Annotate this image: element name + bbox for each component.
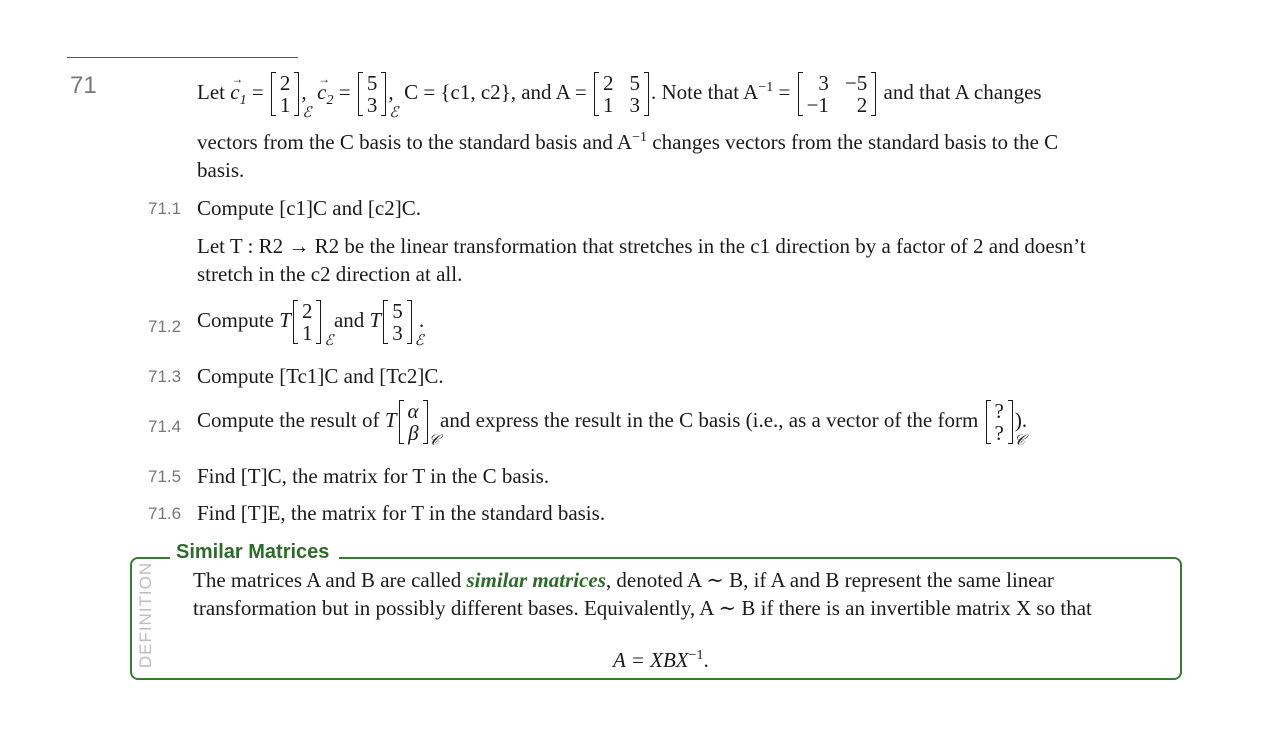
problem-number: 71: [70, 72, 97, 99]
problem-intro-line1: Let → $c_1$ = 2 1 ℰ , → $c_2$ = 5 3 ℰ , C = {c1, c2}, and A = 2 5 1 3 . Note that $A^{-1}$ = 3 −5 −1 2 and that A changes: [197, 72, 1197, 116]
transformation-line2: stretch in the c2 direction at all.: [197, 262, 463, 286]
part-number: 71.3: [148, 367, 182, 386]
let-word: Let: [197, 79, 225, 104]
vector-unknown: ? ? 𝒞: [986, 400, 1013, 444]
part-number: 71.6: [148, 504, 182, 523]
part-number: 71.5: [148, 467, 182, 486]
part-71-6-text: Find [T]E, the matrix for T in the standard basis.: [197, 501, 606, 525]
c1-vector: 2 1 ℰ: [271, 72, 300, 116]
part-number: 71.1: [148, 199, 182, 218]
matrix-a-inverse: 3 −5 −1 2: [798, 72, 877, 116]
transformation-line1: Let T : R2 → R2 be the linear transformation that stretches in the c1 direction by a factor of 2 and doesn’t: [197, 234, 1086, 258]
top-rule: [67, 57, 298, 58]
definition-label: DEFINITION: [136, 561, 155, 669]
definition-title: Similar Matrices: [170, 541, 339, 564]
part-71-1-text: Compute [c1]C and [c2]C.: [197, 196, 421, 220]
similar-matrices-term: similar matrices: [466, 568, 606, 592]
part-71-5-text: Find [T]C, the matrix for T in the C basis.: [197, 464, 550, 488]
note-text: . Note that A: [651, 79, 759, 104]
part-71-4-text: Compute the result of T α β 𝒞 and express the result in the C basis (i.e., as a vector of the form ? ? 𝒞 ).: [197, 399, 1028, 449]
basis-definition: C = {c1, c2}, and A =: [404, 79, 587, 104]
problem-intro-line3: basis.: [197, 158, 245, 182]
part-number: 71.4: [148, 417, 182, 436]
matrix-a: 2 5 1 3: [594, 72, 649, 116]
definition-equation: $A = XBX^{-1}$.: [613, 648, 709, 672]
part-number: 71.2: [148, 317, 182, 336]
part-71-2-text: Compute T 2 1 ℰ and T 5 3 ℰ .: [197, 299, 425, 349]
problem-intro-line2: vectors from the C basis to the standard basis and $A^{-1}$ changes vectors from the standard basis to the C: [197, 130, 1059, 154]
vector-5-3: 5 3 ℰ: [383, 300, 412, 344]
vector-2-1: 2 1 ℰ: [293, 300, 322, 344]
c2-vector: 5 3 ℰ: [358, 72, 387, 116]
intro-line1-end: and that A changes: [883, 79, 1042, 104]
part-71-3-text: Compute [Tc1]C and [Tc2]C.: [197, 364, 444, 388]
vector-alpha-beta: α β 𝒞: [399, 400, 428, 444]
definition-text: The matrices A and B are called similar matrices, denoted A ∼ B, if A and B represent the same linear transformation but in possibly different bases. Equivalently, A ∼ B if there is an invertible matrix X so that: [193, 568, 1092, 620]
